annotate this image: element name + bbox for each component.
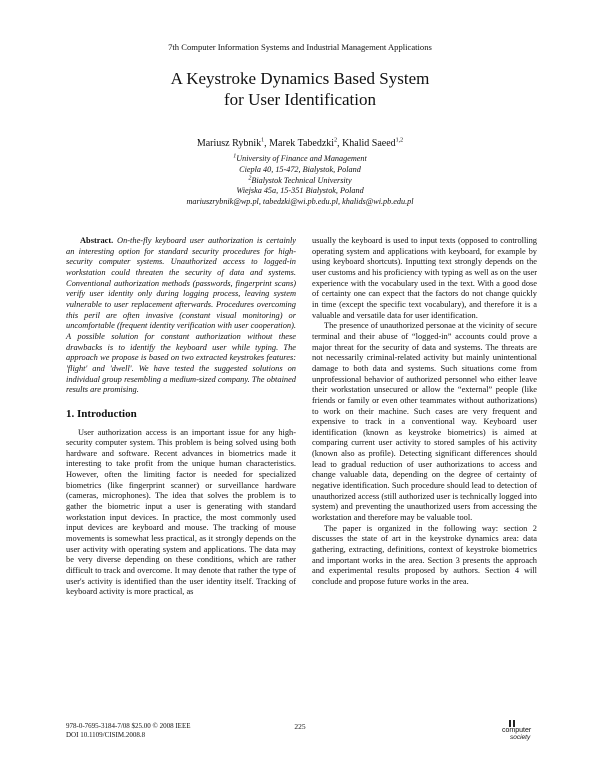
computer-society-logo-icon: [508, 720, 518, 727]
abstract-text: On-the-fly keyboard user authorization is certainly an interesting option for standard security procedures for high-security computer systems. Unauthorized access to logged-in workstation could threaten the security of data and systems. Conventional authorization methods (passwords, fingerprint scans) verify user identity only during logging process, leaving system vulnerable to user replacement afterwards. Procedures overcoming this peril are often invasive (constant visual monitoring) or uncomfortable (frequent identity verification with user cooperation). A possible solution for constant authorization without these drawbacks is to identify the keyboard user while typing. The approach we propose is based on two extracted keystrokes features: 'flight' and 'dwell'. We have tested the suggested solutions on individual group resembling a medium-sized company. The obtained results are promising.: [66, 236, 296, 395]
computer-society-logo: [500, 720, 540, 744]
logo-text-line-2: society: [510, 734, 531, 741]
author-emails: mariuszrybnik@wp.pl, tabedzki@wi.pb.edu.pl, khalids@wi.pb.edu.pl: [186, 197, 414, 207]
intro-paragraph-1: User authorization access is an important issue for any high-security computer system. This problem is being solved using both hardware and software. Recent advances in biometrics made it interesting to take profit from the unique human characteristics. However, often the limiting factor is needed for specialized biometrics (like fingerprint scanner) or surveillance hardware (cameras, microphones). The idea that solves the problem is to gather the biometric input a user is generating with standard workstation input devices. In practice, the most commonly used input devices are keyboard and mouse. The tracking of mouse movements is somewhat less practical, as it strongly depends on the user activity with operating system and applications. The data may be very diverse depending on these conditions, which are rather difficult to track and overcome. It may denote that rather the type of user's activity is identified than the user identity itself. Tracking of keyboard activity is more practical, as: [66, 427, 296, 597]
author-affiliation-mark: 2: [334, 137, 338, 144]
conference-header: 7th Computer Information Systems and Industrial Management Applications: [168, 42, 432, 52]
intro-paragraph-3: The paper is organized in the following way: section 2 discusses the state of art in the keystroke dynamics area: data gathering, extracting, definitions, context of keystroke biometrics and important works in the area. Section 3 presents the approach and experimental results proposed by authors. Section 4 will conclude and propose future works in the area.: [312, 523, 537, 586]
footer-isbn: 978-0-7695-3184-7/08 $25.00 © 2008 IEEE: [66, 722, 191, 730]
affiliation-2-name: $^2$Bialystok Technical University: [248, 174, 352, 185]
abstract: [66, 236, 296, 396]
affiliation-1-address: Ciepla 40, 15-472, Bialystok, Poland: [239, 164, 361, 174]
left-column: [66, 236, 296, 598]
intro-paragraph-1-continued: usually the keyboard is used to input texts (opposed to controlling operating system and applications with keyboard, for example by using keyboard shortcuts). Inputting text strongly depends on the user customs and his proficiency with typing as well as on the user experience with the vocabulary used in the text. With a good dose of certainty one can expect that the factors do not change quickly in time (except the specific text vocabulary), and therefore it is a valuable and versatile data for user identification.: [312, 236, 537, 320]
author-list: Mariusz Rybnik$^1$, Marek Tabedzki$^2$, Khalid Saeed$^{1,2}$: [196, 137, 404, 149]
section-heading-introduction: 1. Introduction: [66, 407, 137, 420]
author-name: Marek Tabedzki: [269, 138, 335, 149]
author-name: Khalid Saeed: [342, 138, 396, 149]
affiliations: [0, 154, 600, 208]
affiliation-1-name: $^1$University of Finance and Management: [233, 153, 367, 163]
page-number: 225: [294, 722, 306, 731]
author-name: Mariusz Rybnik: [196, 138, 262, 149]
affiliation-2-address: Wiejska 45a, 15-351 Bialystok, Poland: [236, 186, 364, 196]
abstract-label: Abstract.: [80, 236, 114, 245]
intro-paragraph-2: The presence of unauthorized personae at the vicinity of secure terminal and their abuse of “logged-in” accounts could prove a major threat for the security of data and systems. The threats are not necessarily criminal-related activity but mainly unintentional damage to both data and systems. Such situations come from unprofessional behavior of authorized personnel who either leave their workstation unsecured or allow the “external” people (like friends or family or even other teammates without authorizations) to work on their machine. Such cases are very frequent and expensive to track in a conventional way. Keyboard user identification (known as keystroke biometrics) is aimed at comparing current user activity to stored samples of his activity (known also as profile). Detecting significant differences should lead to gradual reduction of user authorizations to access and change valuable data, depending on the degree of certainty of negative identification. Such procedure should lead to detection of unauthorized access (still authorized user is technically logged into system) and preventing the unauthorized users from accessing the workstation and therefore may be valuable tool.: [312, 321, 537, 523]
paper-title: [0, 68, 600, 110]
right-column: [312, 236, 537, 588]
footer-doi: DOI 10.1109/CISIM.2008.8: [66, 731, 146, 739]
logo-text-line-1: computer: [502, 727, 532, 734]
paper-title-line-2: for User Identification: [224, 90, 376, 109]
author-affiliation-mark: 1: [261, 137, 265, 144]
author-affiliation-mark: 1,2: [395, 137, 404, 144]
paper-title-line-1: A Keystroke Dynamics Based System: [170, 69, 430, 88]
